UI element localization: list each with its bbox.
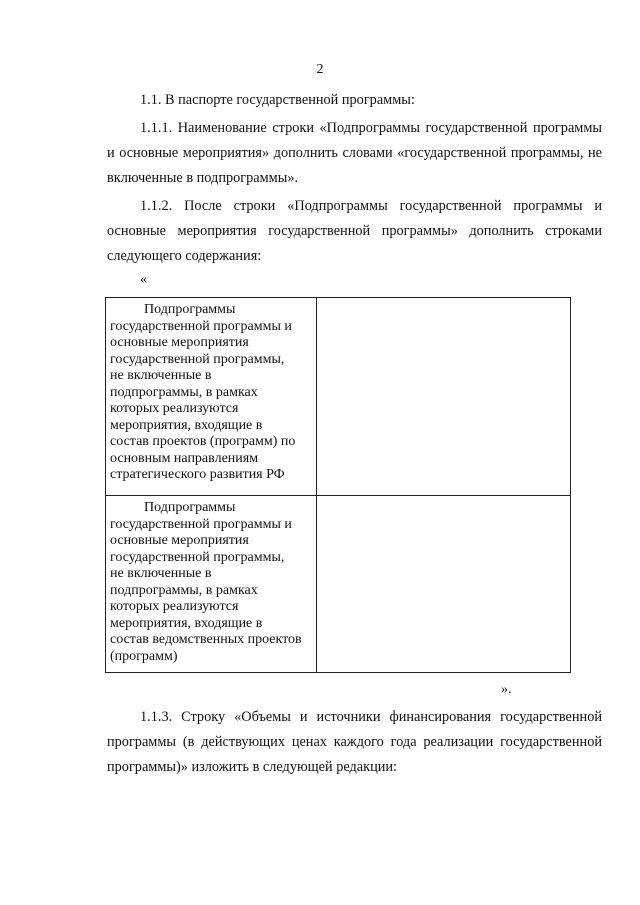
opening-quote: « — [140, 272, 147, 287]
label-line: (программ) — [110, 648, 178, 664]
label-line: подпрограммы, в рамках — [110, 384, 258, 400]
row-value-cell — [317, 298, 571, 496]
label-line: основные мероприятия — [110, 335, 249, 350]
paragraph-1-1: 1.1. В паспорте государственной программы: — [140, 92, 415, 108]
label-line: государственной программы и — [110, 516, 292, 532]
paragraph-1-1-1: 1.1.1. Наименование строки «Подпрограммы государственной программы и основные мероприятия» дополнить словами «государственной программы, не включенные в подпрограммы». — [107, 120, 602, 186]
label-line: государственной программы, — [110, 351, 285, 367]
page-number: 2 — [316, 62, 324, 77]
row-label-cell — [106, 496, 317, 673]
label-line: не включенные в — [110, 368, 212, 383]
table-row — [106, 496, 571, 673]
label-line: мероприятия, входящие в — [110, 615, 263, 631]
label-line: подпрограммы, в рамках — [110, 582, 258, 598]
label-line: Подпрограммы — [144, 500, 236, 515]
label-line: Подпрограммы — [144, 302, 236, 317]
row-value-cell — [317, 496, 571, 673]
closing-quote: ». — [501, 682, 512, 697]
label-line: которых реализуются — [110, 401, 239, 416]
label-line: государственной программы и — [110, 318, 292, 334]
label-line: основным направлениям — [110, 450, 259, 466]
label-line: государственной программы, — [110, 549, 285, 565]
label-line: состав ведомственных проектов — [110, 632, 302, 647]
label-line: мероприятия, входящие в — [110, 417, 263, 433]
label-line: не включенные в — [110, 566, 212, 581]
paragraph-1-1-3: 1.1.3. Строку «Объемы и источники финансирования государственной программы (в действующих ценах каждого года реализации государственной программы)» изложить в следующей редакции: — [107, 709, 602, 775]
label-line: которых реализуются — [110, 599, 239, 614]
label-line: стратегического развития РФ — [110, 467, 285, 482]
row-label-cell — [106, 298, 317, 496]
passport-insert-table — [105, 297, 571, 673]
table-row — [106, 298, 571, 496]
paragraph-1-1-2: 1.1.2. После строки «Подпрограммы государственной программы и основные мероприятия государственной программы» дополнить строками следующего содержания: — [107, 198, 602, 264]
label-line: состав проектов (программ) по — [110, 434, 296, 449]
label-line: основные мероприятия — [110, 533, 249, 548]
